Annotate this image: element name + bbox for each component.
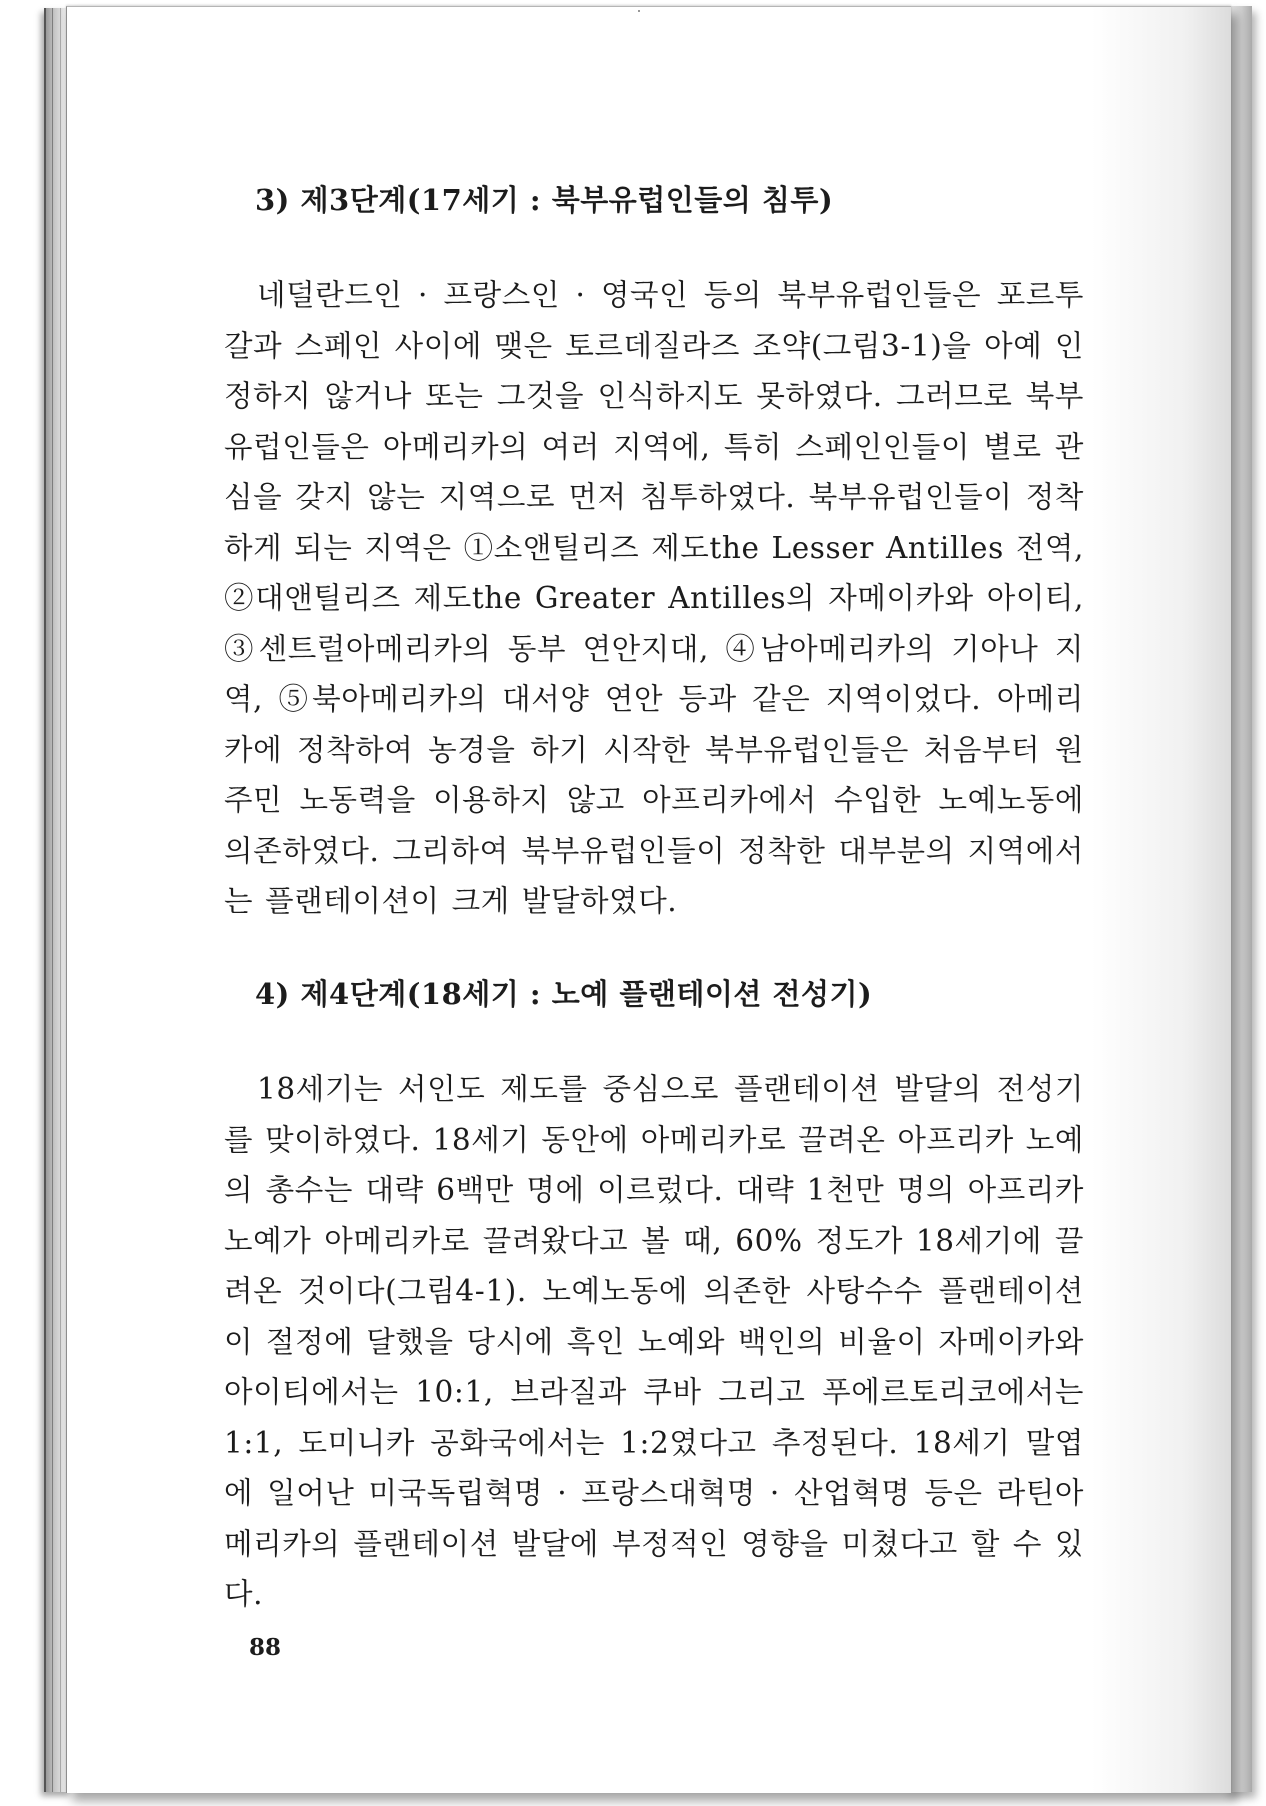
scan-speck bbox=[638, 10, 640, 12]
section-3-heading: 3) 제3단계(17세기 : 북부유럽인들의 침투) bbox=[255, 183, 834, 217]
section-4-heading: 4) 제4단계(18세기 : 노예 플랜테이션 전성기) bbox=[255, 977, 873, 1011]
section-4-paragraph: 18세기는 서인도 제도를 중심으로 플랜테이션 발달의 전성기를 맞이하였다. 18세기 동안에 아메리카로 끌려온 아프리카 노예의 총수는 대략 6백만 명에 이르렀다. 대략 1천만 명의 아프리카 노예가 아메리카로 끌려왔다고 볼 때, 60% 정도가 18세기에 끌려온 것이다(그림4-1). 노예노동에 의존한 사탕수수 플랜테이션이 절정에 달했을 당시에 흑인 노예와 백인의 비율이 자메이카와 아이티에서는 10:1, 브라질과 쿠바 그리고 푸에르토리코에서는 1:1, 도미니카 공화국에서는 1:2였다고 추정된다. 18세기 말엽에 일어난 미국독립혁명 · 프랑스대혁명 · 산업혁명 등은 라틴아메리카의 플랜테이션 발달에 부정적인 영향을 미쳤다고 할 수 있다. bbox=[224, 1072, 1084, 1611]
section-3-paragraph: 네덜란드인 · 프랑스인 · 영국인 등의 북부유럽인들은 포르투갈과 스페인 사이에 맺은 토르데질라즈 조약(그림3-1)을 아예 인정하지 않거나 또는 그것을 인식하지도 못하였다. 그러므로 북부유럽인들은 아메리카의 여러 지역에, 특히 스페인인들이 별로 관심을 갖지 않는 지역으로 먼저 침투하였다. 북부유럽인들이 정착하게 되는 지역은 ①소앤틸리즈 제도the Lesser Antilles 전역, ②대앤틸리즈 제도the Greater Antilles의 자메이카와 아이티, ③센트럴아메리카의 동부 연안지대, ④남아메리카의 기아나 지역, ⑤북아메리카의 대서양 연안 등과 같은 지역이었다. 아메리카에 정착하여 농경을 하기 시작한 북부유럽인들은 처음부터 원주민 노동력을 이용하지 않고 아프리카에서 수입한 노예노동에 의존하였다. 그리하여 북부유럽인들이 정착한 대부분의 지역에서는 플랜테이션이 크게 발달하였다. bbox=[224, 278, 1084, 918]
page-number: 88 bbox=[249, 1634, 282, 1661]
